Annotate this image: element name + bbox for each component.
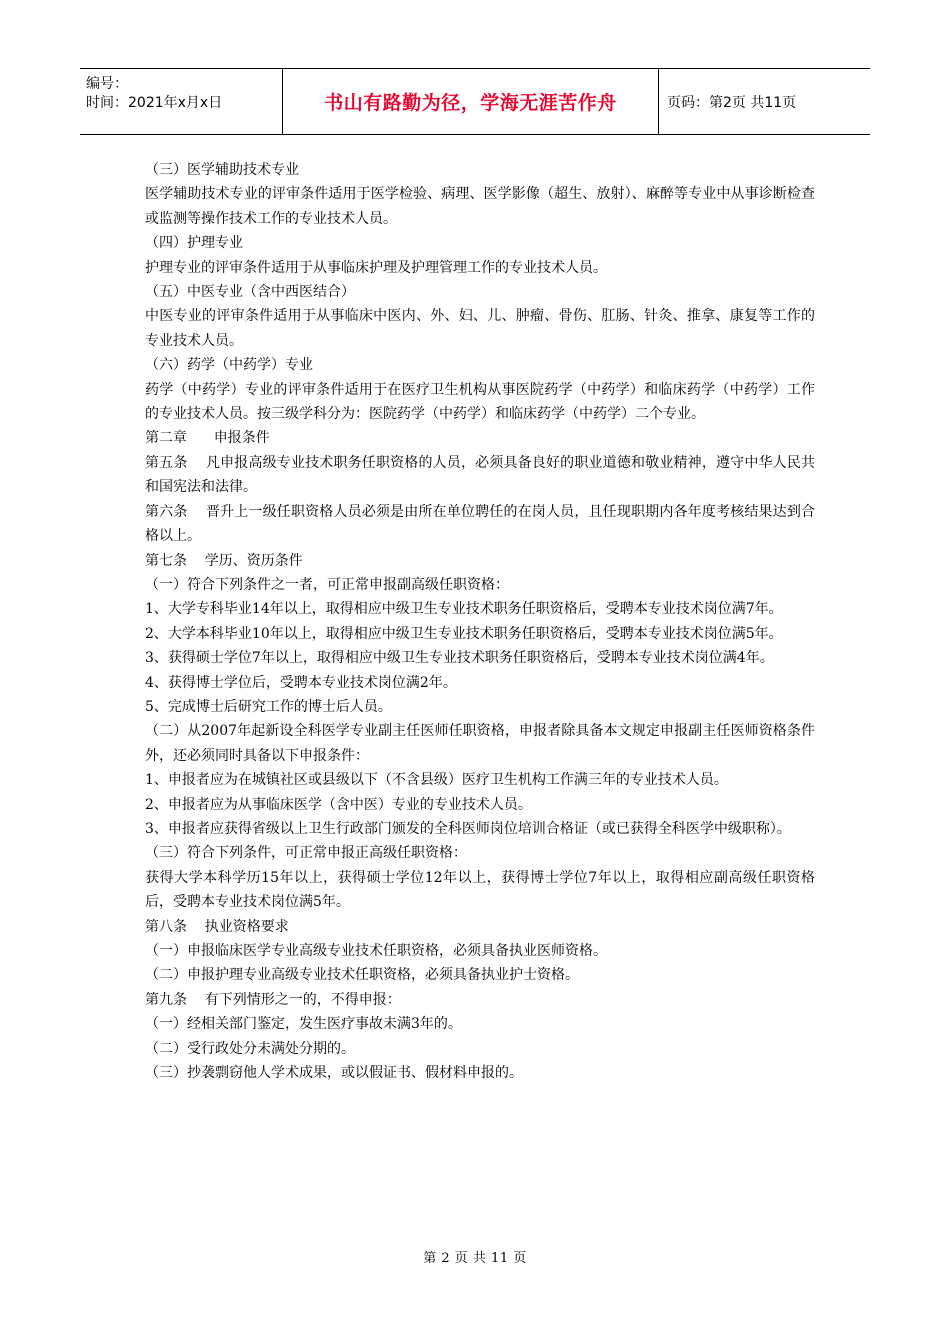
page-header (80, 68, 870, 135)
list-item: 4、获得博士学位后，受聘本专业技术岗位满2年。 (145, 674, 457, 691)
article: 第六条 晋升上一级任职资格人员必须是由所在单位聘任的在岗人员，且任现职期内各年度考核结果达到合格以上。 (145, 503, 815, 545)
header-page-number: 页码：第2页 共11页 (667, 94, 797, 111)
paragraph: 中医专业的评审条件适用于从事临床中医内、外、妇、儿、肿瘤、骨伤、肛肠、针灸、推拿、康复等工作的专业技术人员。 (145, 308, 815, 349)
list-item: 2、申报者应为从事临床医学（含中医）专业的专业技术人员。 (145, 796, 532, 813)
list-item: 3、申报者应获得省级以上卫生行政部门颁发的全科医师岗位培训合格证（或已获得全科医学中级职称）。 (145, 820, 791, 837)
list-item: 1、申报者应为在城镇社区或县级以下（不含县级）医疗卫生机构工作满三年的专业技术人员。 (145, 772, 728, 789)
article: 第五条 凡申报高级专业技术职务任职资格的人员，必须具备良好的职业道德和敬业精神，遵守中华人民共和国宪法和法律。 (145, 454, 815, 496)
document-body (145, 158, 815, 1085)
section-heading: （三）医学辅助技术专业 (145, 162, 299, 178)
header-motto: 书山有路勤为径，学海无涯苦作舟 (283, 69, 659, 134)
chapter-heading: 第二章 申报条件 (145, 430, 270, 447)
list-item: （二）申报护理专业高级专业技术任职资格，必须具备执业护士资格。 (145, 967, 579, 984)
article: 第九条 有下列情形之一的，不得申报： (145, 991, 401, 1008)
list-item: 3、获得硕士学位7年以上，取得相应中级卫生专业技术职务任职资格后，受聘本专业技术岗位满4年。 (145, 650, 774, 667)
document-number-label: 编号： (86, 76, 128, 92)
paragraph: 药学（中药学）专业的评审条件适用于在医疗卫生机构从事医院药学（中药学）和临床药学（中药学）工作的专业技术人员。按三级学科分为：医院药学（中药学）和临床药学（中药学）二个专业。 (145, 381, 815, 423)
list-item: （三）符合下列条件，可正常申报正高级任职资格： (145, 845, 467, 862)
article: 第八条 执业资格要求 (145, 918, 289, 935)
list-item: （二）受行政处分未满处分期的。 (145, 1040, 355, 1057)
list-item: 5、完成博士后研究工作的博士后人员。 (145, 698, 392, 715)
section-heading: （六）药学（中药学）专业 (145, 357, 313, 374)
list-item: （一）符合下列条件之一者，可正常申报副高级任职资格： (145, 576, 509, 593)
list-item: （三）抄袭剽窃他人学术成果，或以假证书、假材料申报的。 (145, 1065, 523, 1082)
paragraph: 医学辅助技术专业的评审条件适用于医学检验、病理、医学影像（超生、放射）、麻醉等专业中从事诊断检查或监测等操作技术工作的专业技术人员。 (145, 186, 815, 227)
list-item: （二）从2007年起新设全科医学专业副主任医师任职资格，申报者除具备本文规定申报副主任医师资格条件外，还必须同时具备以下申报条件： (145, 723, 815, 764)
list-item: 2、大学本科毕业10年以上，取得相应中级卫生专业技术职务任职资格后，受聘本专业技术岗位满5年。 (145, 625, 783, 642)
list-item: （一）经相关部门鉴定，发生医疗事故未满3年的。 (145, 1016, 462, 1033)
list-item: 1、大学专科毕业14年以上，取得相应中级卫生专业技术职务任职资格后，受聘本专业技术岗位满7年。 (145, 601, 783, 618)
list-item: （一）申报临床医学专业高级专业技术任职资格，必须具备执业医师资格。 (145, 943, 607, 959)
article: 第七条 学历、资历条件 (145, 552, 303, 569)
section-heading: （五）中医专业（含中西医结合） (145, 284, 355, 301)
section-heading: （四）护理专业 (145, 235, 243, 252)
page-footer: 第 2 页 共 11 页 (423, 1251, 527, 1266)
document-date: 时间：2021年x月x日 (86, 95, 223, 111)
header-meta (80, 69, 283, 134)
paragraph: 获得大学本科学历15年以上，获得硕士学位12年以上，获得博士学位7年以上，取得相应副高级任职资格后，受聘本专业技术岗位满5年。 (145, 869, 815, 911)
paragraph: 护理专业的评审条件适用于从事临床护理及护理管理工作的专业技术人员。 (145, 259, 607, 276)
